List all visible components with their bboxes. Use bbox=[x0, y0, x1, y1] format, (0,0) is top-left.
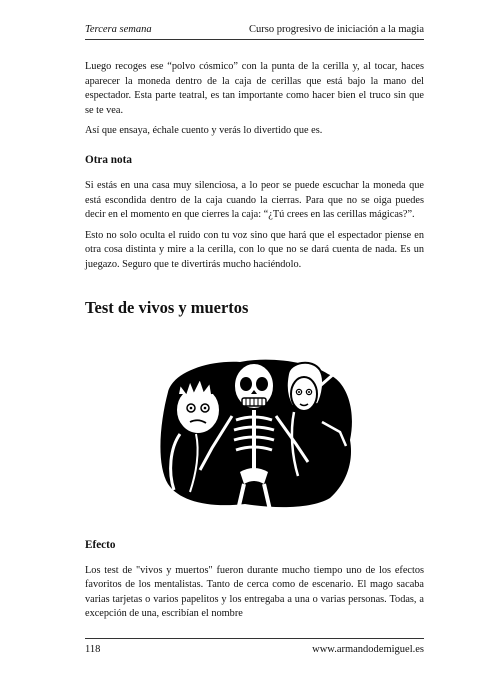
header-rule bbox=[85, 39, 424, 40]
footer-rule bbox=[85, 638, 424, 639]
skeleton-friends-illustration bbox=[150, 352, 360, 512]
section-heading-test: Test de vivos y muertos bbox=[85, 297, 249, 317]
paragraph-casa-silenciosa: Si estás en una casa muy silenciosa, a lo peor se puede escuchar la moneda que está escondida dentro de la caja cuando la cierras. Para que no se oiga puedes decir en el momento en que cierres la caja: “¿Tú crees en las cerillas mágicas?”. bbox=[85, 179, 424, 221]
website-link: www.armandodemiguel.es bbox=[312, 644, 424, 655]
paragraph-polvo-cosmico: Luego recoges ese “polvo cósmico” con la punta de la cerilla y, al tocar, haces aparecer la moneda dentro de la caja de cerillas que está bajo la mano del espectador. Esta parte teatral, es tan importante como hacer bien el truco sin que se te vea. bbox=[85, 61, 424, 116]
header-book-title: Curso progresivo de iniciación a la magia bbox=[249, 24, 424, 35]
paragraph-ensaya: Así que ensaya, échale cuento y verás lo divertido que es. bbox=[85, 125, 323, 137]
page-body bbox=[85, 60, 424, 628]
paragraph-oculta-ruido: Esto no solo oculta el ruido con tu voz sino que hará que el espectador piense en otra cosa distinta y mire a la cerilla, con lo que no se dará cuenta de nada. Es un juegazo. Seguro que te divertirás mucho haciéndolo. bbox=[85, 229, 424, 270]
paragraph-vivos-y-muertos: Los test de "vivos y muertos" fueron durante mucho tiempo uno de los efectos favoritos de los mentalistas. Tanto de cerca como de escenario. El mago sacaba varias tarjetas o varios papelitos y los entregaba a una o varias personas. Todas, a excepción de una, escribían el nombre bbox=[85, 564, 424, 620]
subheading-otra-nota: Otra nota bbox=[85, 153, 132, 166]
header-section: Tercera semana bbox=[85, 24, 152, 35]
subheading-efecto: Efecto bbox=[85, 538, 116, 551]
page-number: 118 bbox=[85, 644, 101, 655]
